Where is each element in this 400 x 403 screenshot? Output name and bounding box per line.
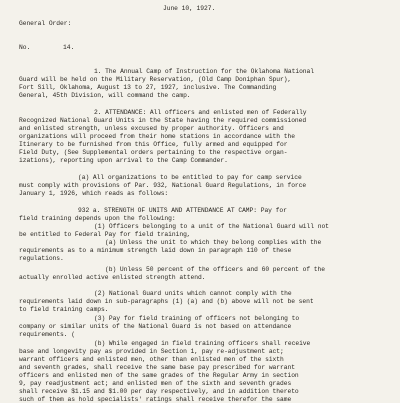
text-line: (b) While engaged in field training officers shall receive — [94, 340, 311, 347]
text-line: officers and enlisted men of the same grades of the Regular Army in section — [19, 372, 299, 379]
order-heading: General Order: — [19, 20, 72, 27]
text-line: such of them as hold specialists' ratings shall receive therefor the same — [19, 396, 292, 403]
text-line: 2. ATTENDANCE: All officers and enlisted men of Federally — [94, 109, 307, 116]
text-line: base and longevity pay as provided in Section 1, pay re-adjustment act; — [19, 348, 284, 355]
text-line: be entitled to Federal Pay for field training, — [19, 231, 191, 238]
text-line: and enlisted strength, unless excused by proper authority. Officers and — [19, 125, 284, 132]
text-line: requirements as to a minimum strength laid down in paragraph 110 of these — [19, 247, 292, 254]
text-line: 1. The Annual Camp of Instruction for the Oklahoma National — [94, 68, 314, 75]
text-line: 9, pay readjustment act; and enlisted men of the sixth and seventh grades — [19, 380, 292, 387]
text-line: company or similar units of the National Guard is not based on attendance — [19, 323, 292, 330]
text-line: must comply with provisions of Par. 932, National Guard Regulations, in force — [19, 182, 307, 189]
text-line: regulations. — [19, 255, 64, 262]
text-line: Field Duty, (See Supplemental orders pertaining to the respective organ- — [19, 149, 288, 156]
text-line: (1) Officers belonging to a unit of the National Guard will not — [94, 223, 329, 230]
text-line: (2) National Guard units which cannot comply with the — [94, 290, 292, 297]
text-line: to field training camps. — [19, 306, 109, 313]
text-line: January 1, 1926, which reads as follows: — [19, 190, 169, 197]
order-number: 14. — [63, 44, 75, 51]
text-line: actually enrolled active enlisted strength attend. — [19, 274, 206, 281]
text-line: Recognized National Guard Units in the State having the required commissioned — [19, 117, 307, 124]
text-line: and seventh grades, shall receive the same base pay prescribed for warrant — [19, 364, 295, 371]
text-line: warrant officers and enlisted men, other than enlisted men of the sixth — [19, 356, 284, 363]
text-line: (3) Pay for field training of officers not belonging to — [94, 315, 300, 322]
text-line: shall receive $1.15 and $1.00 per day respectively, and in addition thereto — [19, 388, 299, 395]
order-number-label: No. — [19, 44, 31, 51]
text-line: Fort Sill, Oklahoma, August 13 to 27, 1927, inclusive. The Commanding — [19, 84, 277, 91]
order-date: June 10, 1927. — [163, 5, 216, 12]
text-line: Itinerary to be furnished from this Office, fully armed and equipped for — [19, 141, 288, 148]
text-line: field training depends upon the following: — [19, 215, 176, 222]
text-line: Guard will be held on the Military Reservation, (Old Camp Doniphan Spur), — [19, 76, 292, 83]
text-line: General, 45th Division, will command the camp. — [19, 92, 191, 99]
text-line: (a) All organizations to be entitled to pay for camp service — [78, 174, 302, 181]
text-line: (a) Unless the unit to which they belong complies with the — [105, 239, 322, 246]
text-line: (b) Unless 50 percent of the officers and 60 percent of the — [105, 266, 325, 273]
text-line: requirements laid down in sub-paragraphs (1) (a) and (b) above will not be sent — [19, 298, 314, 305]
text-line: 932 a. STRENGTH OF UNITS AND ATTENDANCE AT CAMP: Pay for — [78, 207, 287, 214]
text-line: organizations will proceed from their home stations in accordance with the — [19, 133, 295, 140]
text-line: requirements. ( — [19, 331, 75, 338]
text-line: izations), reporting upon arrival to the Camp Commander. — [19, 157, 228, 164]
